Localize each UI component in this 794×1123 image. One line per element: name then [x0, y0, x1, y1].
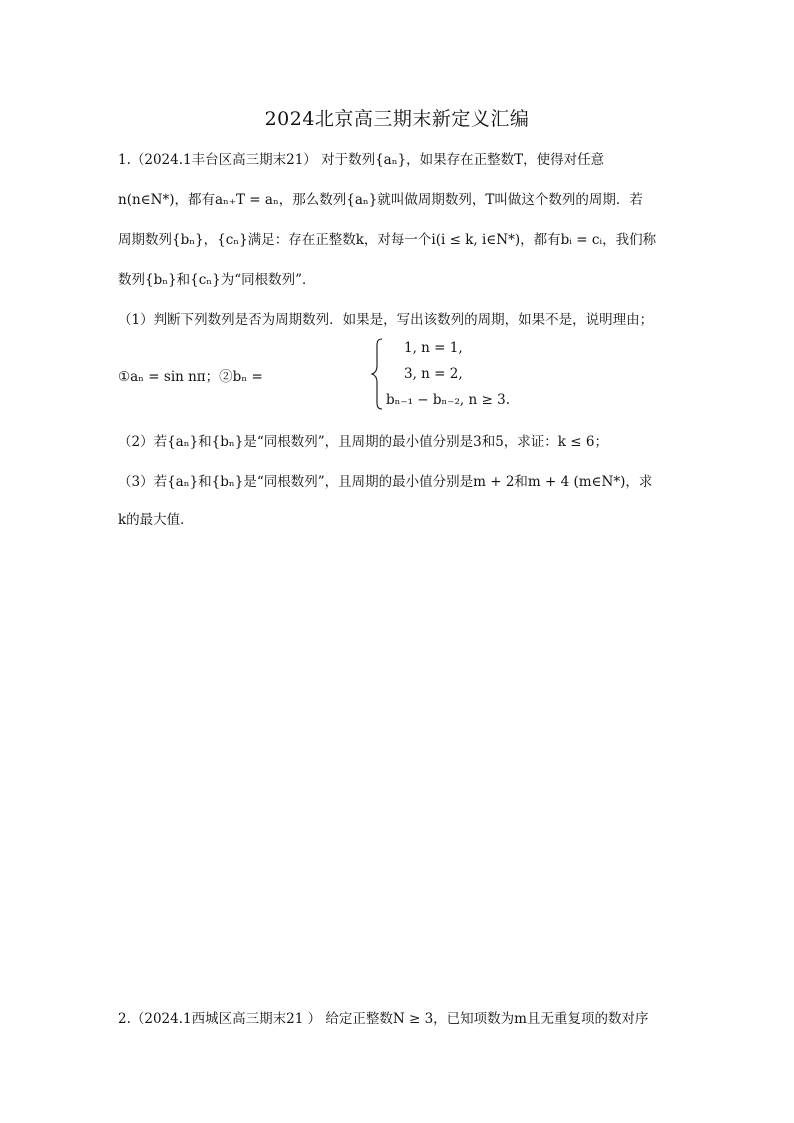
- q1-line-4: 数列{bₙ}和{cₙ}为“同根数列”．: [118, 272, 316, 288]
- q2-line-1: [118, 1009, 649, 1029]
- left-brace-icon: [370, 338, 384, 410]
- q1-line-1: [118, 150, 604, 170]
- q1-part3-line-2: k的最大值．: [118, 512, 194, 528]
- case-row-1: 1, n = 1,: [404, 340, 463, 356]
- q1-line1-text: 对于数列{aₙ}，如果存在正整数T，使得对任意: [321, 152, 605, 168]
- q1-line-2: n(n∈N*)，都有aₙ₊T = aₙ，那么数列{aₙ}就叫做周期数列，T叫做这个数列的周期．若: [118, 192, 643, 208]
- formula-a-b-label: ①aₙ = sin nπ；②bₙ =: [118, 369, 263, 385]
- piecewise-formula: [118, 338, 518, 414]
- page-title: 2024北京高三期末新定义汇编: [264, 108, 530, 130]
- q1-part1: （1）判断下列数列是否为周期数列．如果是，写出该数列的周期，如果不是，说明理由；: [118, 312, 654, 328]
- case-row-2: 3, n = 2,: [404, 366, 463, 382]
- q1-part3-line-1: （3）若{aₙ}和{bₙ}是“同根数列”，且周期的最小值分别是m + 2和m + 4 (m∈N*)，求: [118, 474, 653, 490]
- case-row-3: bₙ₋₁ − bₙ₋₂, n ≥ 3.: [386, 392, 510, 408]
- q1-line-3: 周期数列{bₙ}，{cₙ}满足：存在正整数k，对每一个i(i ≤ k, i∈N*)，都有bᵢ = cᵢ，我们称: [118, 232, 657, 248]
- q2-text: 给定正整数N ≥ 3，已知项数为m且无重复项的数对序: [325, 1011, 649, 1027]
- q2-header: 2.（2024.1西城区高三期末21 ）: [118, 1011, 322, 1027]
- q1-part2: （2）若{aₙ}和{bₙ}是“同根数列”，且周期的最小值分别是3和5，求证：k ≤ 6；: [118, 434, 608, 450]
- q1-header: 1.（2024.1丰台区高三期末21）: [118, 152, 317, 168]
